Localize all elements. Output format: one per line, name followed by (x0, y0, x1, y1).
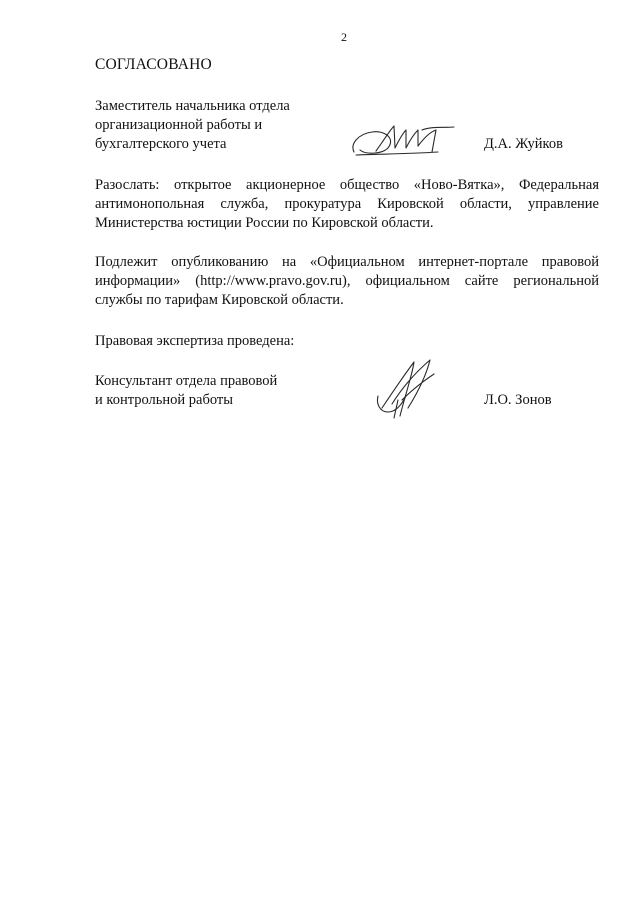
approver-name: Д.А. Жуйков (484, 136, 563, 152)
approver-position-line: Заместитель начальника отдела (95, 98, 290, 114)
consultant-position-line: Консультант отдела правовой (95, 373, 278, 389)
legal-review-note: Правовая экспертиза проведена: (95, 333, 295, 349)
page-number: 2 (341, 30, 347, 44)
publication-paragraph: Подлежит опубликованию на «Официальном интернет-портале правовой информации» (http://www.pravo.gov.ru), официальном сайте региональной службы по тарифам Кировской области. (95, 254, 599, 308)
approver-position (95, 97, 290, 154)
consultant-position-line: и контрольной работы (95, 392, 233, 408)
approver-position-line: бухгалтерского учета (95, 136, 227, 152)
consultant-name: Л.О. Зонов (484, 392, 552, 408)
approver-signature (348, 118, 460, 160)
distribution-paragraph: Разослать: открытое акционерное общество «Ново-Вятка», Федеральная антимонопольная служба, прокуратура Кировской области, управление Министерства юстиции России по Кировской области. (95, 177, 599, 231)
consultant-signature (372, 356, 444, 424)
approval-heading: СОГЛАСОВАНО (95, 56, 212, 73)
consultant-position (95, 372, 277, 410)
approver-position-line: организационной работы и (95, 117, 263, 133)
